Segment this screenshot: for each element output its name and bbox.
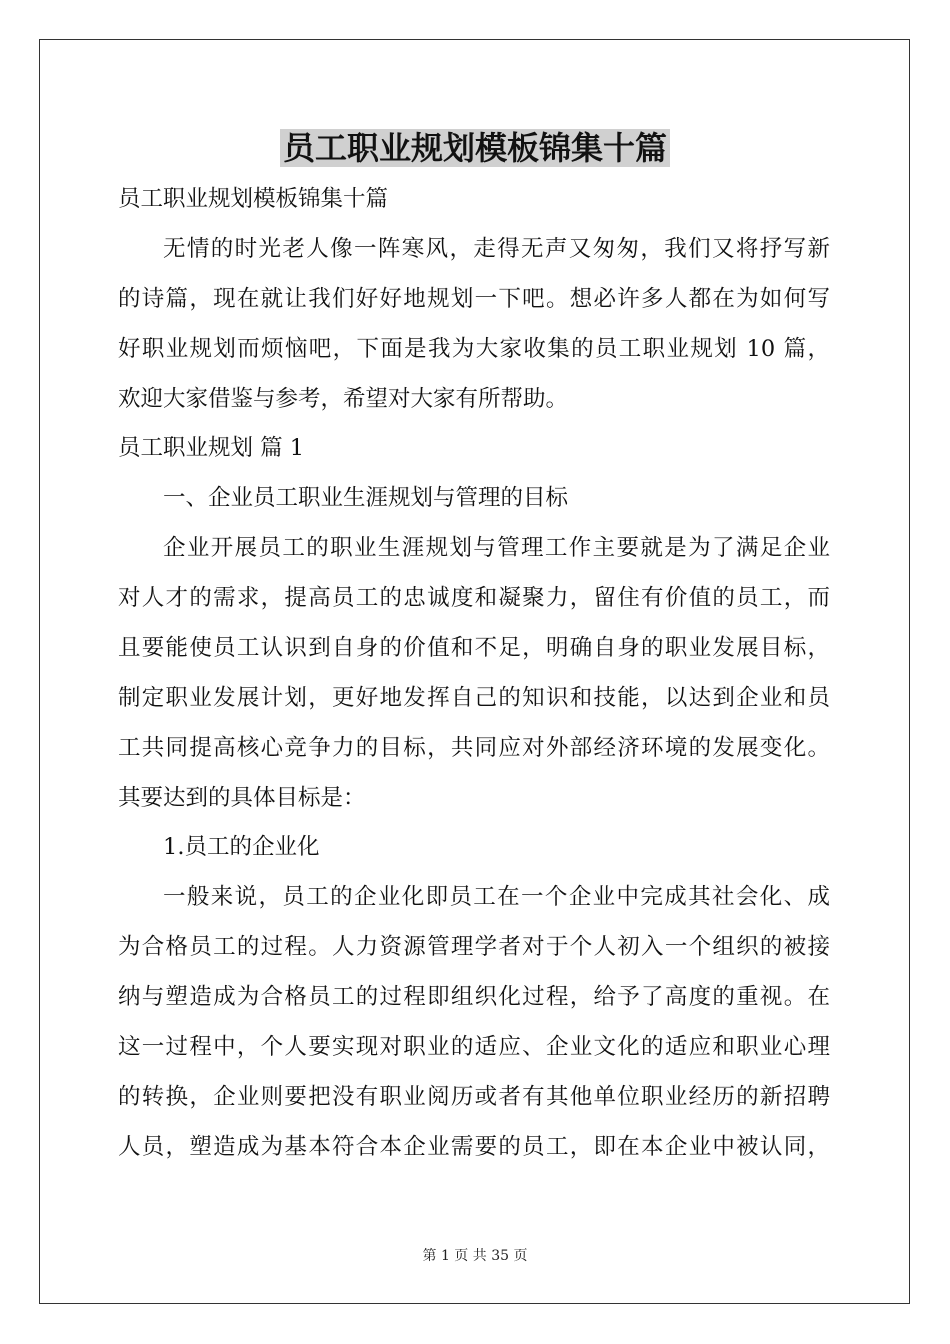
list-item-heading: 1.员工的企业化: [163, 834, 320, 860]
paragraph-line: 人员，塑造成为基本符合本企业需要的员工，即在本企业中被认同，: [118, 1134, 830, 1160]
document-title: [0, 126, 950, 170]
page-footer: 第 1 页 共 35 页: [422, 1248, 528, 1264]
title-text: 员工职业规划模板锦集十篇: [280, 129, 670, 167]
paragraph-line: 纳与塑造成为合格员工的过程即组织化过程，给予了高度的重视。在: [118, 984, 830, 1010]
paragraph-line: 的诗篇，现在就让我们好好地规划一下吧。想必许多人都在为如何写: [118, 286, 830, 312]
subtitle-line: 员工职业规划模板锦集十篇: [118, 186, 389, 212]
paragraph-line: 工共同提高核心竞争力的目标，共同应对外部经济环境的发展变化。: [118, 735, 830, 761]
paragraph-line: 制定职业发展计划，更好地发挥自己的知识和技能，以达到企业和员: [118, 685, 830, 711]
paragraph-line: 这一过程中，个人要实现对职业的适应、企业文化的适应和职业心理: [118, 1034, 830, 1060]
paragraph-line: 为合格员工的过程。人力资源管理学者对于个人初入一个组织的被接: [118, 934, 830, 960]
paragraph-line: 其要达到的具体目标是：: [118, 785, 366, 811]
page-border: [39, 39, 910, 1304]
section-heading: 员工职业规划 篇 1: [118, 435, 305, 461]
paragraph-line: 无情的时光老人像一阵寒风，走得无声又匆匆，我们又将抒写新: [163, 236, 830, 262]
paragraph-line: 欢迎大家借鉴与参考，希望对大家有所帮助。: [118, 386, 569, 412]
paragraph-line: 好职业规划而烦恼吧，下面是我为大家收集的员工职业规划 10 篇，: [118, 336, 830, 362]
paragraph-line: 对人才的需求，提高员工的忠诚度和凝聚力，留住有价值的员工，而: [118, 585, 830, 611]
paragraph-line: 一般来说，员工的企业化即员工在一个企业中完成其社会化、成: [163, 884, 830, 910]
paragraph-line: 且要能使员工认识到自身的价值和不足，明确自身的职业发展目标，: [118, 635, 830, 661]
subsection-heading: 一、企业员工职业生涯规划与管理的目标: [163, 485, 569, 511]
paragraph-line: 企业开展员工的职业生涯规划与管理工作主要就是为了满足企业: [163, 535, 830, 561]
paragraph-line: 的转换，企业则要把没有职业阅历或者有其他单位职业经历的新招聘: [118, 1084, 830, 1110]
